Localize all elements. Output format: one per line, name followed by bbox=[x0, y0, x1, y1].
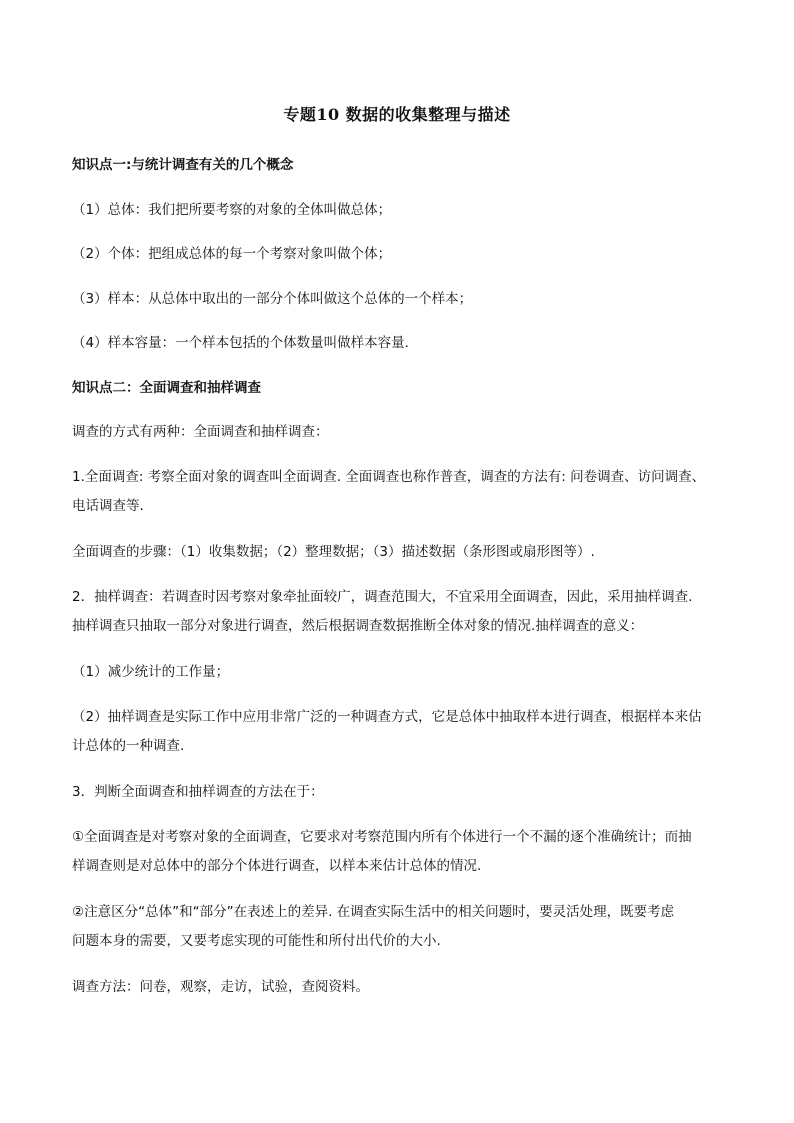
document-title: 专题10 数据的收集整理与描述 bbox=[283, 105, 511, 124]
section-1-heading: 知识点一:与统计调查有关的几个概念 bbox=[72, 157, 294, 173]
sampling-meaning-2-line-1: （2）抽样调查是实际工作中应用非常广泛的一种调查方式，它是总体中抽取样本进行调查，根据样本来估 bbox=[72, 709, 702, 725]
concept-sample-size: （4）样本容量：一个样本包括的个体数量叫做样本容量． bbox=[72, 335, 419, 351]
sampling-meaning-1: （1）减少统计的工作量； bbox=[72, 664, 230, 680]
census-steps: 全面调查的步骤：（1）收集数据；（2）整理数据；（3）描述数据（条形图或扇形图等）. bbox=[72, 544, 595, 560]
judgement-point-2-line-2: 问题本身的需要，又要考虑实现的可能性和所付出代价的大小. bbox=[72, 933, 441, 949]
judgement-method-heading: 3．判断全面调查和抽样调查的方法在于： bbox=[72, 784, 324, 800]
sampling-paragraph bbox=[72, 583, 724, 641]
judgement-point-1 bbox=[72, 823, 724, 881]
section-2-heading: 知识点二：全面调查和抽样调查 bbox=[72, 380, 261, 396]
census-line-1: 1.全面调查: 考察全面对象的调查叫全面调查. 全面调查也称作普查，调查的方法有: 问卷调查、访问调查、 bbox=[72, 469, 706, 485]
sampling-meaning-2-line-2: 计总体的一种调查. bbox=[72, 738, 185, 754]
survey-intro: 调查的方式有两种：全面调查和抽样调查： bbox=[72, 424, 329, 440]
judgement-point-1-line-1: ①全面调查是对考察对象的全面调查，它要求对考察范围内所有个体进行一个不漏的逐个准确统计；而抽 bbox=[72, 829, 692, 845]
judgement-point-1-line-2: 样调查则是对总体中的部分个体进行调查，以样本来估计总体的情况. bbox=[72, 858, 482, 874]
judgement-point-2-line-1: ②注意区分“总体”和“部分”在表述上的差异. 在调查实际生活中的相关问题时，要灵活处理，既要考虑 bbox=[72, 904, 675, 920]
sampling-meaning-2 bbox=[72, 703, 724, 761]
survey-methods: 调查方法：问卷，观察，走访，试验，查阅资料。 bbox=[72, 979, 369, 995]
sampling-line-1: 2．抽样调查：若调查时因考察对象牵扯面较广，调查范围大，不宜采用全面调查，因此，采用抽样调查. bbox=[72, 589, 693, 605]
sampling-line-2: 抽样调查只抽取一部分对象进行调查，然后根据调查数据推断全体对象的情况.抽样调查的意义： bbox=[72, 618, 644, 634]
concept-sample: （3）样本：从总体中取出的一部分个体叫做这个总体的一个样本； bbox=[72, 291, 473, 307]
census-line-2: 电话调查等. bbox=[72, 498, 144, 514]
census-paragraph bbox=[72, 463, 724, 521]
concept-total: （1）总体：我们把所要考察的对象的全体叫做总体； bbox=[72, 202, 392, 218]
judgement-point-2 bbox=[72, 898, 724, 956]
concept-individual: （2）个体：把组成总体的每一个考察对象叫做个体； bbox=[72, 246, 392, 262]
